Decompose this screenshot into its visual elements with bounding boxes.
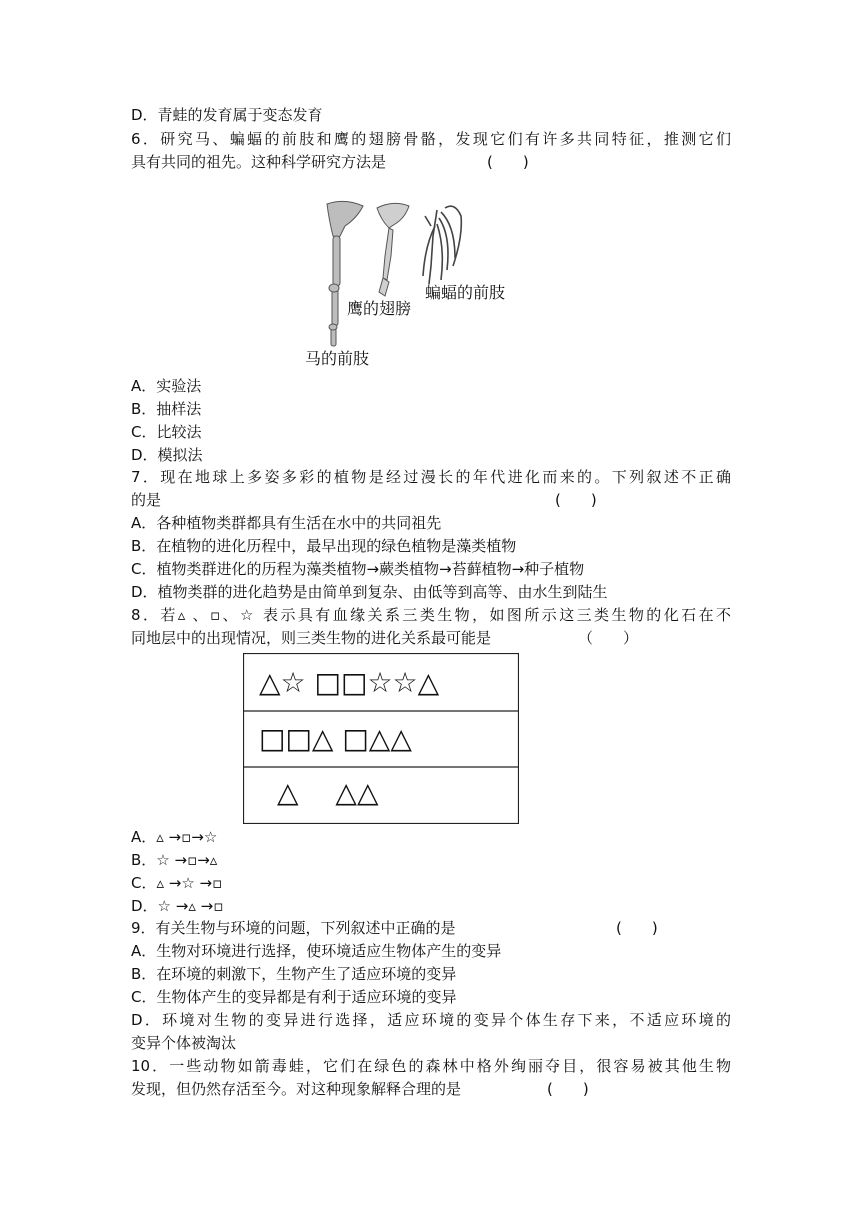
q8-stem-line1: 8．若▵ 、▫、☆ 表示具有血缘关系三类生物，如图所示这三类生物的化石在不 — [131, 606, 731, 624]
q8-answer-paren: （ ） — [578, 629, 639, 647]
q7-option-d: D．植物类群的进化趋势是由简单到复杂、由低等到高等、由水生到陆生 — [131, 583, 608, 601]
q6-stem-line1: 6．研究马、蝙蝠的前肢和鹰的翅膀骨骼，发现它们有许多共同特征，推测它们 — [131, 130, 731, 148]
horse-forelimb-drawing — [327, 201, 363, 346]
q6-option-b: B．抽样法 — [131, 400, 202, 418]
q7-option-c: C．植物类群进化的历程为藻类植物→蕨类植物→苔藓植物→种子植物 — [131, 560, 585, 578]
q9-option-b: B．在环境的刺激下，生物产生了适应环境的变异 — [131, 965, 457, 983]
q6-option-a: A．实验法 — [131, 377, 202, 395]
q6-answer-paren: ( ) — [487, 153, 529, 171]
q9-option-d-line1: D．环境对生物的变异进行选择，适应环境的变异个体生存下来，不适应环境的 — [131, 1011, 731, 1029]
q9-option-c: C．生物体产生的变异都是有利于适应环境的变异 — [131, 988, 457, 1006]
forelimb-figure — [305, 196, 535, 374]
q9-option-a: A．生物对环境进行选择，使环境适应生物体产生的变异 — [131, 942, 502, 960]
q7-answer-paren: ( ) — [555, 491, 597, 509]
q7-stem-line1: 7．现在地球上多姿多彩的植物是经过漫长的年代进化而来的。下列叙述不正确 — [131, 468, 731, 486]
q9-stem: 9．有关生物与环境的问题，下列叙述中正确的是 — [131, 919, 456, 937]
q8-stem-line2: 同地层中的出现情况，则三类生物的进化关系最可能是 — [131, 629, 492, 647]
q7-stem-line2: 的是 — [131, 491, 162, 509]
fossil-strata-diagram — [243, 653, 519, 824]
q10-stem-line1: 10．一些动物如箭毒蛙，它们在绿色的森林中格外绚丽夺目，很容易被其他生物 — [131, 1057, 731, 1075]
bat-forelimb-drawing — [423, 206, 461, 284]
q8-option-b: B．☆ →▫→▵ — [131, 851, 218, 869]
q7-option-a: A．各种植物类群都具有生活在水中的共同祖先 — [131, 514, 442, 532]
stratum-top-fossils: △☆ □□☆☆△ — [259, 666, 440, 699]
q7-option-b: B．在植物的进化历程中，最早出现的绿色植物是藻类植物 — [131, 537, 517, 555]
eagle-label: 鹰的翅膀 — [347, 299, 412, 318]
q6-stem-line2: 具有共同的祖先。这种科学研究方法是 — [131, 153, 387, 171]
horse-label: 马的前肢 — [305, 349, 370, 368]
eagle-wing-drawing — [377, 203, 409, 296]
q5-option-d: D．青蛙的发育属于变态发育 — [131, 106, 323, 124]
q10-stem-line2: 发现，但仍然存活至今。对这种现象解释合理的是 — [131, 1080, 462, 1098]
q9-answer-paren: ( ) — [616, 919, 658, 937]
q8-option-c: C．▵ →☆ →▫ — [131, 874, 223, 892]
bat-label: 蝙蝠的前肢 — [425, 283, 506, 302]
stratum-middle-fossils: □□△ □△△ — [259, 722, 412, 755]
q8-option-a: A．▵ →▫→☆ — [131, 828, 218, 846]
q9-option-d-line2: 变异个体被淘汰 — [131, 1034, 237, 1052]
stratum-bottom-fossils: △ △△ — [277, 776, 379, 809]
q6-option-d: D．模拟法 — [131, 446, 203, 464]
forelimb-bones-drawing — [305, 196, 535, 374]
q6-option-c: C．比较法 — [131, 423, 202, 441]
q10-answer-paren: ( ) — [547, 1080, 589, 1098]
q8-option-d: D．☆ →▵ →▫ — [131, 897, 224, 915]
